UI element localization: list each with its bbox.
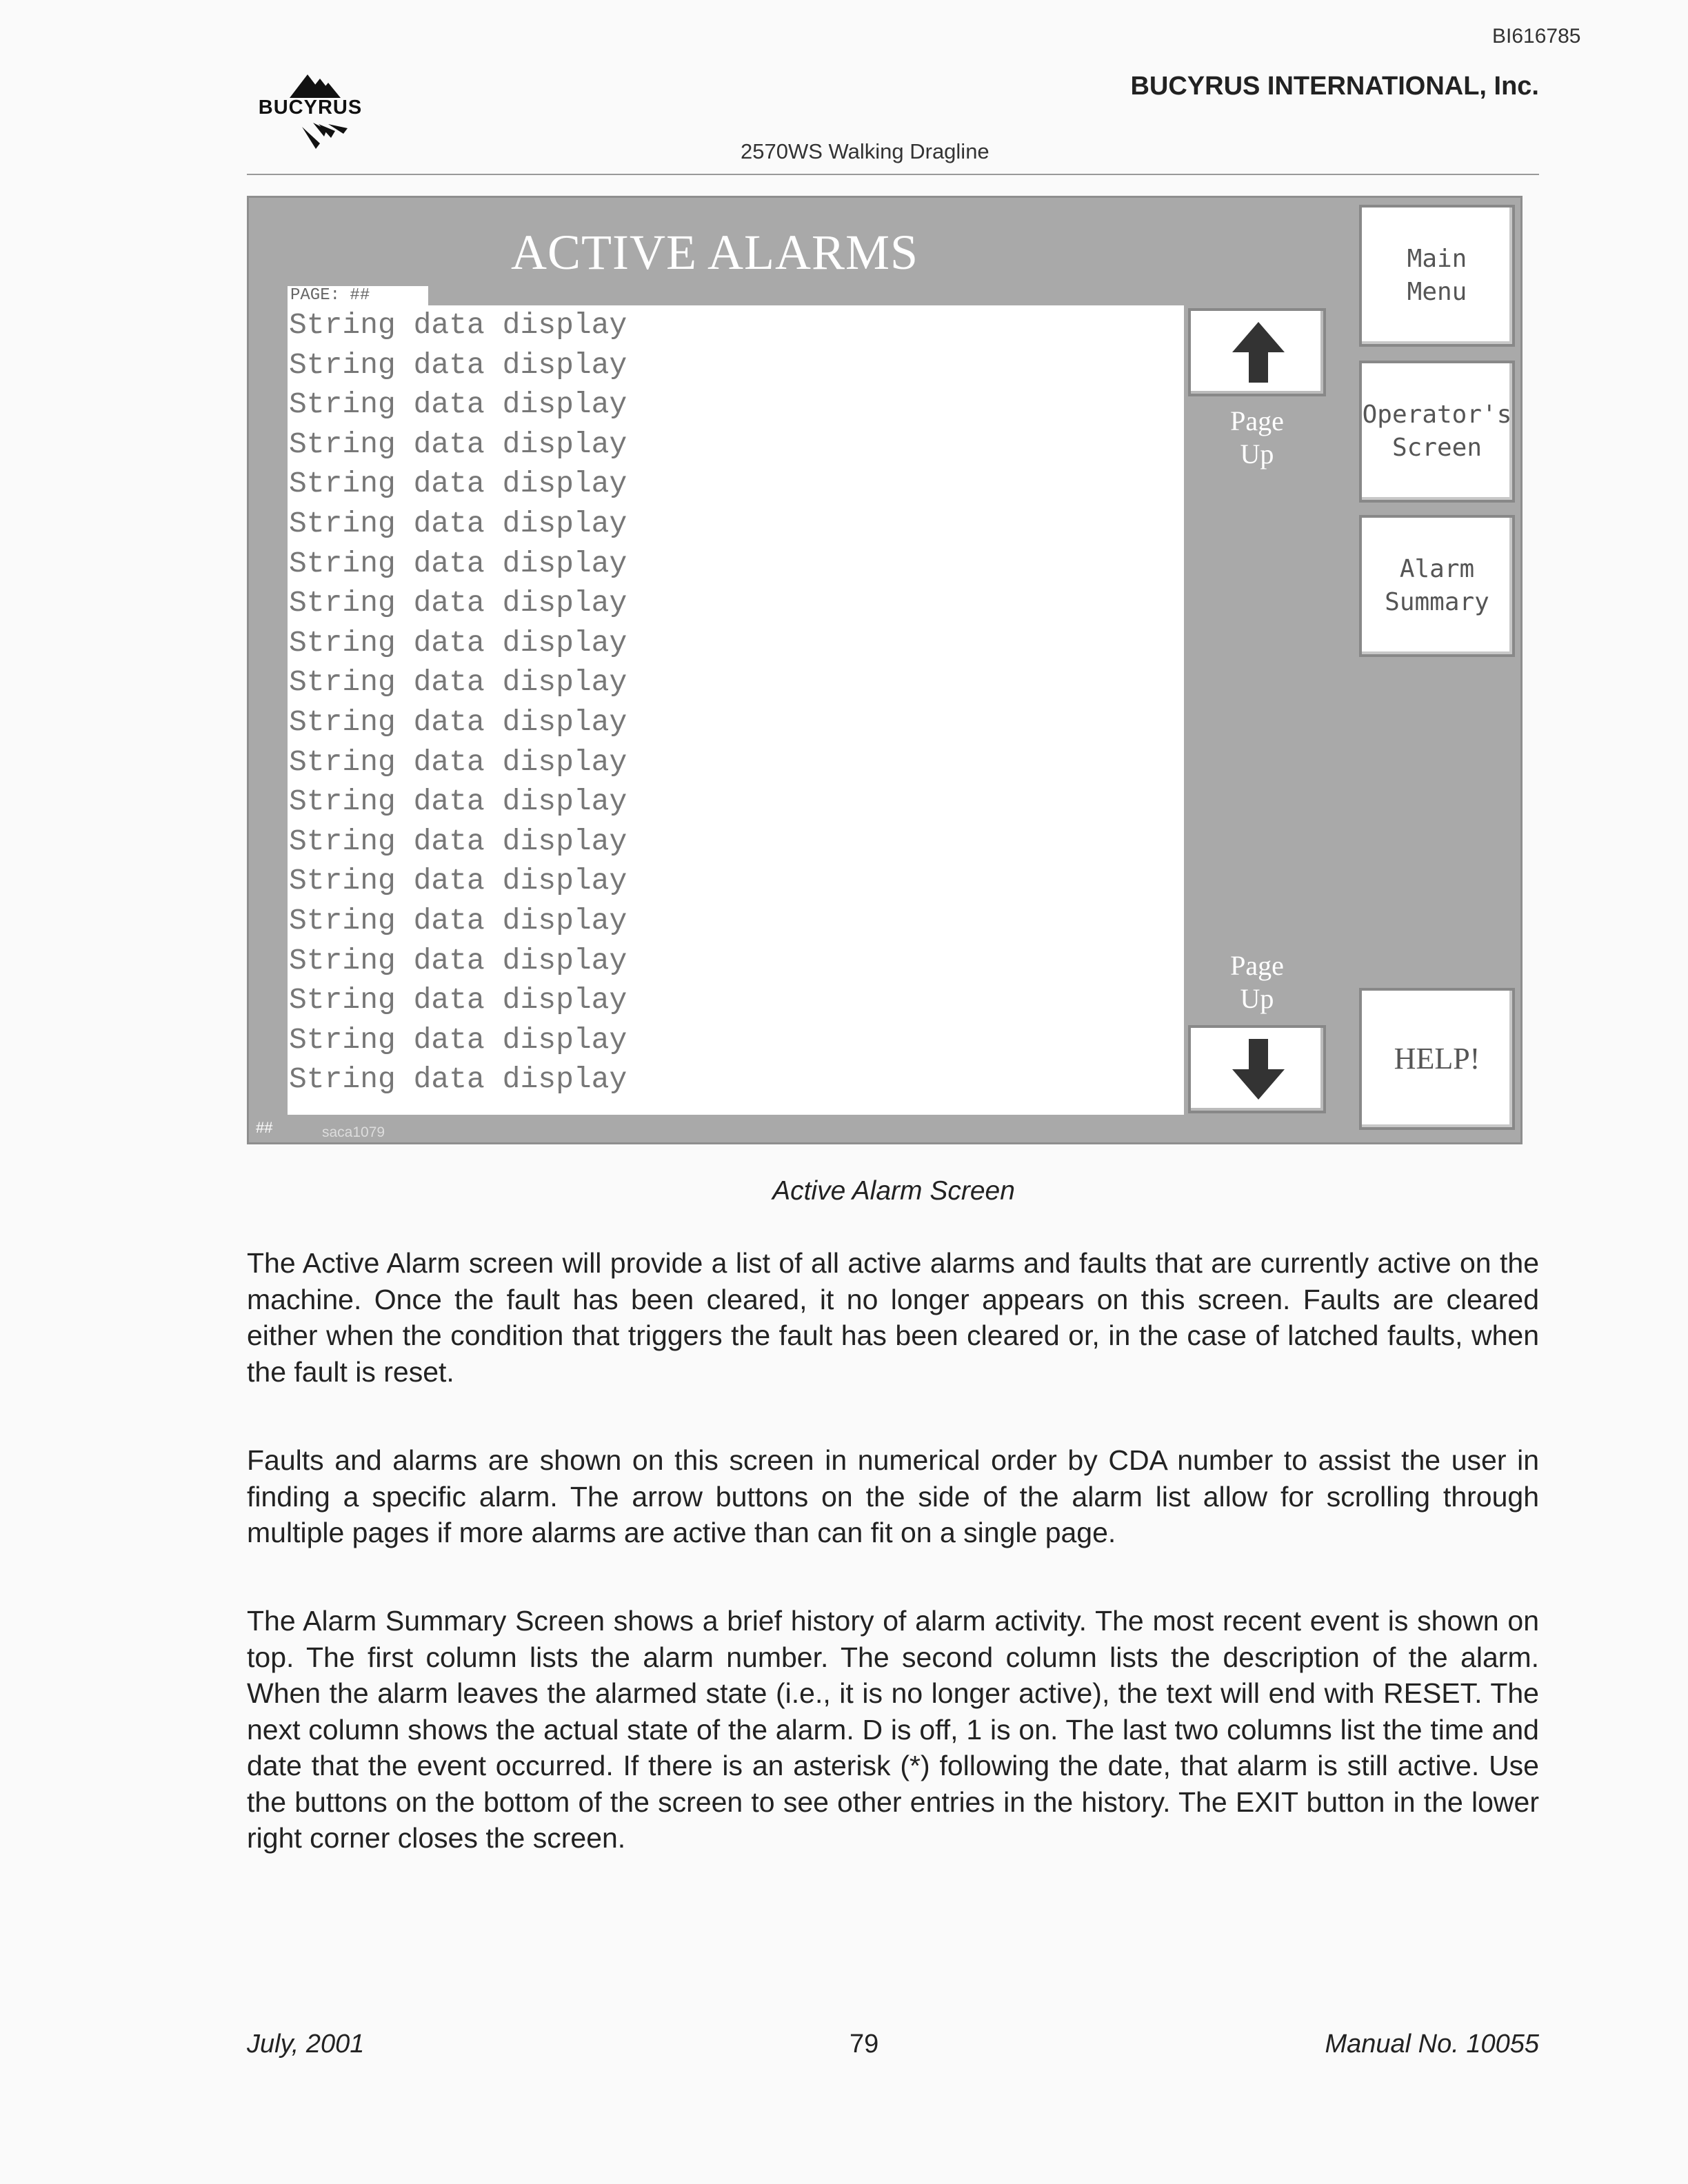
document-subtitle: 2570WS Walking Dragline xyxy=(741,139,989,163)
operators-screen-button[interactable]: Operator's Screen xyxy=(1359,361,1515,503)
list-item: String data display xyxy=(289,983,627,1018)
list-item: String data display xyxy=(289,824,627,858)
list-item: String data display xyxy=(289,943,627,978)
company-name: BUCYRUS INTERNATIONAL, Inc. xyxy=(1130,72,1539,101)
page-number-label: PAGE: ## xyxy=(288,286,428,305)
list-item: String data display xyxy=(289,785,627,819)
list-item: String data display xyxy=(289,506,627,540)
page-up-button[interactable] xyxy=(1188,308,1326,396)
arrow-down-icon xyxy=(1229,1036,1287,1102)
document-id: BI616785 xyxy=(1492,25,1581,48)
list-item: String data display xyxy=(289,625,627,660)
screen-id-label: saca1079 xyxy=(322,1124,385,1140)
list-item: String data display xyxy=(289,347,627,382)
list-item: String data display xyxy=(289,427,627,461)
figure-caption: Active Alarm Screen xyxy=(772,1176,1015,1206)
page-down-button[interactable] xyxy=(1188,1025,1326,1113)
arrow-up-icon xyxy=(1229,319,1287,385)
list-item: String data display xyxy=(289,1062,627,1097)
corner-status-hash: ## xyxy=(256,1119,273,1136)
list-item: String data display xyxy=(289,705,627,739)
list-item: String data display xyxy=(289,586,627,620)
list-item: String data display xyxy=(289,864,627,898)
footer-manual-number: Manual No. 10055 xyxy=(1325,2030,1539,2059)
alarm-summary-button[interactable]: Alarm Summary xyxy=(1359,515,1515,657)
list-item: String data display xyxy=(289,665,627,700)
list-item: String data display xyxy=(289,308,627,342)
active-alarm-screen-figure xyxy=(247,196,1523,1144)
paragraph-2: Faults and alarms are shown on this screen in numerical order by CDA number to assist the user in finding a specific alarm. The arrow buttons on the side of the alarm list allow for scrolling through multiple pages if more alarms are active than can fit on a single page. xyxy=(247,1444,1539,1548)
screen-title: ACTIVE ALARMS xyxy=(511,225,919,280)
page-up-label: Page Up xyxy=(1230,405,1284,469)
bucyrus-logo xyxy=(247,72,374,154)
main-menu-button[interactable]: Main Menu xyxy=(1359,205,1515,347)
footer-date: July, 2001 xyxy=(247,2030,365,2059)
list-item: String data display xyxy=(289,903,627,938)
footer-page-number: 79 xyxy=(850,2030,879,2059)
list-item: String data display xyxy=(289,387,627,422)
paragraph-1: The Active Alarm screen will provide a list of all active alarms and faults that are currently active on the machine. Once the fault has been cleared, it no longer appears on this screen. Faults are cleared either when the condition that triggers the fault has been cleared or, in the case of latched faults, when the fault is reset. xyxy=(247,1247,1539,1388)
list-item: String data display xyxy=(289,467,627,501)
help-button[interactable]: HELP! xyxy=(1359,988,1515,1130)
page-down-label: Page Up xyxy=(1230,950,1284,1014)
list-item: String data display xyxy=(289,546,627,580)
logo-text: BUCYRUS xyxy=(258,97,363,119)
list-item: String data display xyxy=(289,1022,627,1057)
paragraph-3: The Alarm Summary Screen shows a brief history of alarm activity. The most recent event is shown on top. The first column lists the alarm number. The second column lists the description of the alarm. When the alarm leaves the alarmed state (i.e., it is no longer active), the text will end with RESET. The next column shows the actual state of the alarm. D is off, 1 is on. The last two columns list the time and date that the event occurred. If there is an asterisk (*) following the date, that alarm is still active. Use the buttons on the bottom of the screen to see other entries in the history. The EXIT button in the lower right corner closes the screen. xyxy=(247,1605,1539,1854)
header-divider xyxy=(247,174,1539,175)
list-item: String data display xyxy=(289,745,627,779)
alarm-list xyxy=(288,305,1184,1115)
